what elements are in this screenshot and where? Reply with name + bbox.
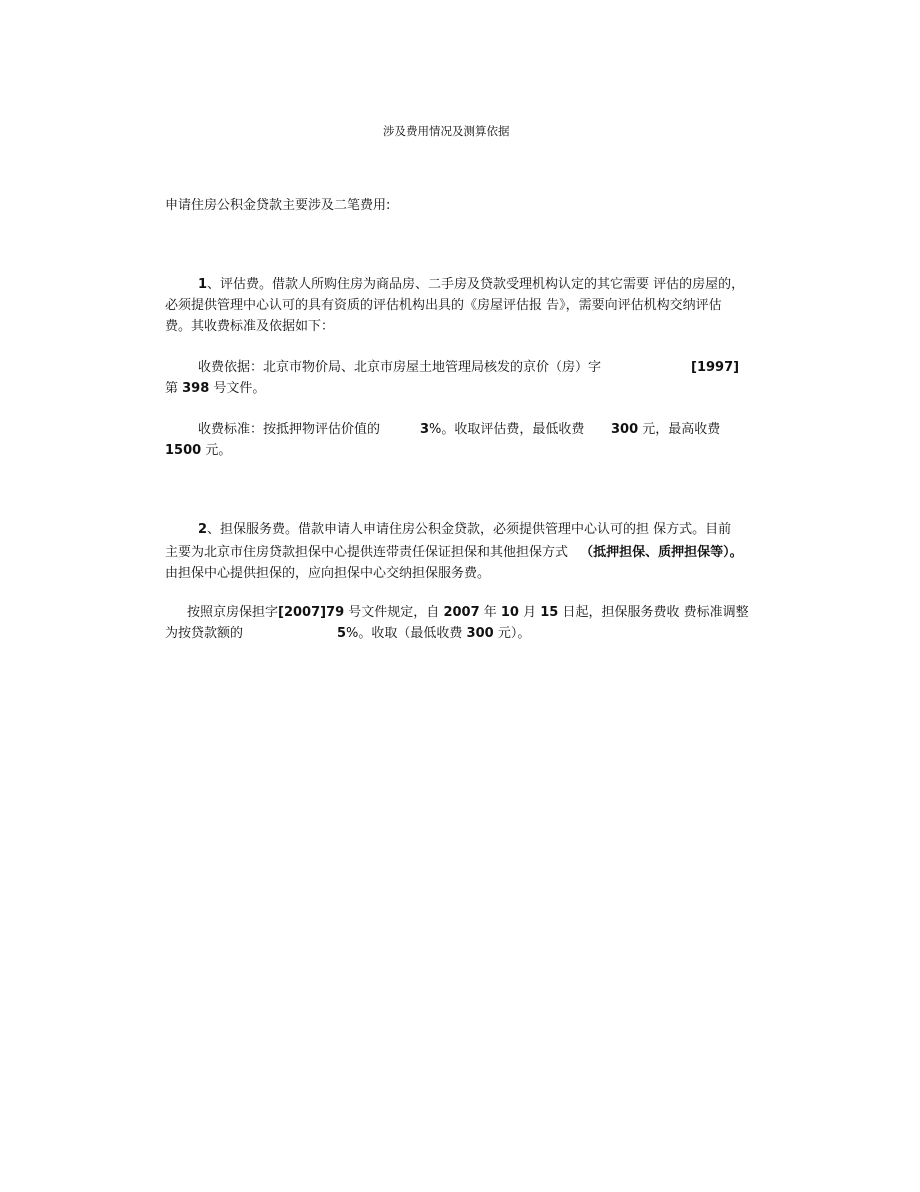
notice-line1-e: 日起，担保服务费收 费标准调整: [558, 605, 749, 620]
item2-line2: [165, 544, 743, 562]
notice-day: 15: [540, 605, 559, 620]
standard-percent: 3: [420, 422, 430, 437]
standard-after-min: 元，最高收费: [638, 422, 721, 437]
standard-percent-group: [420, 421, 584, 439]
notice-month: 10: [500, 605, 519, 620]
basis-line2-pre: 第: [165, 381, 183, 396]
notice-line1-b: 号文件规定，自: [344, 605, 444, 620]
basis-line1-text: 收费依据：北京市物价局、北京市房屋土地管理局核发的京价（房）字: [198, 360, 602, 375]
notice-line1-d: 月: [518, 605, 541, 620]
basis-line2-post: 号文件。: [209, 381, 266, 396]
standard-line1-text: 收费标准：按抵押物评估价值的: [198, 422, 381, 437]
notice-line1-a: 按照京房保担字: [187, 605, 279, 620]
item2-line1: [198, 521, 731, 539]
standard-after-percent: %。收取评估费，最低收费: [429, 422, 585, 437]
basis-line2: [165, 380, 265, 398]
item1-line1-text: 、评估费。借款人所购住房为商品房、二手房及贷款受理机构认定的其它需要 评估的房屋的，: [207, 277, 745, 292]
item2-line3: 由担保中心提供担保的，应向担保中心交纳担保服务费。: [165, 566, 491, 581]
item1-line1: [198, 276, 744, 294]
item2-number: 2: [198, 522, 208, 537]
notice-min-fee: 300: [466, 626, 494, 641]
item1-number: 1: [198, 277, 208, 292]
item2-line1-text: 、担保服务费。借款申请人申请住房公积金贷款，必须提供管理中心认可的担 保方式。目前: [207, 522, 732, 537]
standard-min-fee: 300: [611, 422, 639, 437]
notice-line2-c: 元）。: [493, 626, 531, 641]
notice-line2-a: 为按贷款额的: [165, 626, 244, 641]
standard-line2: [165, 442, 231, 460]
standard-min-group: [611, 421, 720, 439]
item1-line2: 必须提供管理中心认可的具有资质的评估机构出具的《房屋评估报 告》，需要向评估机构交纳评估: [165, 298, 722, 313]
item2-line2-bold: （抵押担保、质押担保等）。: [580, 545, 743, 560]
notice-line1: [187, 604, 749, 622]
notice-line2-rest: [337, 625, 530, 643]
basis-line1-code: [1997]: [691, 360, 740, 375]
notice-code: [2007]79: [278, 605, 345, 620]
document-title: 涉及费用情况及测算依据: [383, 124, 510, 138]
item1-line3: 费。其收费标准及依据如下：: [165, 319, 335, 334]
basis-line2-num: 398: [182, 381, 210, 396]
notice-line2-b: %。收取（最低收费: [346, 626, 467, 641]
notice-year: 2007: [443, 605, 480, 620]
intro-text: 申请住房公积金贷款主要涉及二笔费用:: [165, 198, 391, 213]
item2-line2-text: 主要为北京市住房贷款担保中心提供连带责任保证担保和其他担保方式: [165, 545, 569, 560]
notice-line1-c: 年: [479, 605, 501, 620]
notice-percent: 5: [337, 626, 347, 641]
standard-max-fee: 1500: [165, 443, 202, 458]
standard-after-max: 元。: [201, 443, 232, 458]
